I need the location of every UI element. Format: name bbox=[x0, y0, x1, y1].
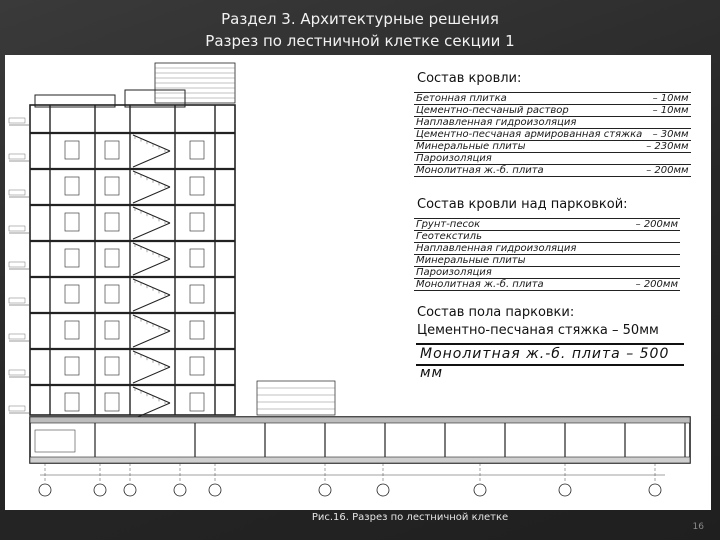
spec-row bbox=[414, 129, 691, 141]
spec-layer-name: Наплавленная гидроизоляция bbox=[414, 243, 621, 255]
spec-layer-thickness: – 10мм bbox=[644, 105, 690, 117]
window bbox=[105, 321, 119, 339]
window bbox=[190, 213, 204, 231]
spec-layer-name: Грунт-песок bbox=[414, 219, 621, 231]
stair-flight bbox=[133, 315, 170, 331]
spec-layer-name: Наплавленная гидроизоляция bbox=[414, 117, 644, 129]
stair-flight bbox=[133, 387, 170, 403]
stair-flight bbox=[133, 207, 170, 223]
window bbox=[65, 141, 79, 159]
window bbox=[190, 285, 204, 303]
spec-layer-name: Цементно-песчаная армированная стяжка bbox=[416, 129, 643, 140]
level-label-box bbox=[9, 370, 25, 375]
stair-flight bbox=[133, 223, 170, 239]
stair-flight bbox=[133, 331, 170, 347]
stair-flight bbox=[133, 187, 170, 203]
spec-row bbox=[414, 267, 680, 279]
spec-layer-thickness: – 230мм bbox=[646, 141, 689, 152]
spec-layer-thickness bbox=[644, 117, 690, 129]
window bbox=[190, 321, 204, 339]
grid-axis-bubble bbox=[94, 484, 106, 496]
parking-roof-composition-table bbox=[414, 218, 680, 291]
window bbox=[105, 249, 119, 267]
roof-composition-table bbox=[414, 92, 691, 177]
spec-row bbox=[414, 93, 691, 105]
stair-flight bbox=[133, 151, 170, 167]
window bbox=[190, 357, 204, 375]
window bbox=[190, 249, 204, 267]
stair-flight bbox=[133, 171, 170, 187]
spec-layer-thickness bbox=[621, 255, 680, 267]
parking-floor-slab bbox=[30, 457, 690, 463]
window bbox=[105, 177, 119, 195]
slide-title bbox=[0, 8, 720, 52]
parking-floor-composition-label: Состав пола парковки: bbox=[417, 305, 575, 320]
spec-layer-thickness bbox=[621, 267, 680, 279]
page-number: 16 bbox=[692, 522, 704, 532]
spec-layer-thickness bbox=[621, 231, 680, 243]
slide-title-line2: Разрез по лестничной клетке секции 1 bbox=[205, 32, 515, 50]
spec-layer-name: Монолитная ж.-б. плита bbox=[414, 165, 644, 177]
grid-axis-bubble bbox=[559, 484, 571, 496]
slide-title-line1: Раздел 3. Архитектурные решения bbox=[221, 10, 499, 28]
stair-flight bbox=[133, 295, 170, 311]
level-label-box bbox=[9, 226, 25, 231]
grid-axis-bubble bbox=[209, 484, 221, 496]
level-label-box bbox=[9, 154, 25, 159]
window bbox=[65, 249, 79, 267]
window bbox=[65, 213, 79, 231]
window bbox=[105, 285, 119, 303]
spec-layer-name: Монолитная ж.-б. плита bbox=[414, 279, 621, 291]
spec-layer-name: Геотекстиль bbox=[414, 231, 621, 243]
grid-axis-bubble bbox=[474, 484, 486, 496]
parking-roof-composition-label: Состав кровли над парковкой: bbox=[417, 197, 628, 212]
window bbox=[105, 213, 119, 231]
stair-flight bbox=[133, 351, 170, 367]
window bbox=[105, 393, 119, 411]
window bbox=[65, 321, 79, 339]
spec-row bbox=[414, 255, 680, 267]
spec-layer-thickness: – 200мм bbox=[621, 279, 680, 291]
spec-layer-name: Минеральные плиты bbox=[414, 255, 621, 267]
parking-floor-screed-line: Цементно-песчаная стяжка – 50мм bbox=[417, 323, 659, 338]
stair-flight bbox=[133, 135, 170, 151]
window bbox=[65, 285, 79, 303]
window bbox=[65, 393, 79, 411]
stair-flight bbox=[133, 243, 170, 259]
window bbox=[105, 141, 119, 159]
level-label-box bbox=[9, 298, 25, 303]
roof-composition-label: Состав кровли: bbox=[417, 71, 522, 86]
parking-outline bbox=[30, 417, 690, 463]
window bbox=[105, 357, 119, 375]
window bbox=[190, 177, 204, 195]
level-label-box bbox=[9, 118, 25, 123]
spec-row bbox=[414, 231, 680, 243]
stair-flight bbox=[133, 259, 170, 275]
grid-axis-bubble bbox=[174, 484, 186, 496]
window bbox=[190, 393, 204, 411]
level-label-box bbox=[9, 406, 25, 411]
spec-layer-name: Пароизоляция bbox=[414, 153, 644, 165]
note-box bbox=[257, 381, 335, 415]
spec-row bbox=[414, 141, 691, 153]
parking-room bbox=[35, 430, 75, 452]
spec-layer-name: Минеральные плиты bbox=[414, 141, 644, 153]
stair-flight bbox=[133, 279, 170, 295]
spec-row bbox=[414, 153, 691, 165]
grid-axis-bubble bbox=[377, 484, 389, 496]
spec-layer-thickness: – 200мм bbox=[646, 165, 689, 176]
level-label-box bbox=[9, 190, 25, 195]
level-label-box bbox=[9, 334, 25, 339]
window bbox=[65, 177, 79, 195]
figure-caption: Рис.16. Разрез по лестничной клетке bbox=[311, 512, 509, 523]
spec-row bbox=[414, 243, 680, 255]
grid-axis-bubble bbox=[319, 484, 331, 496]
level-label-box bbox=[9, 262, 25, 267]
spec-layer-thickness: – 30мм bbox=[644, 129, 690, 141]
spec-row bbox=[414, 117, 691, 129]
spec-layer-name: Пароизоляция bbox=[414, 267, 621, 279]
spec-layer-thickness: – 200мм bbox=[621, 219, 680, 231]
spec-layer-name: Бетонная плитка bbox=[414, 93, 644, 105]
spec-layer-thickness bbox=[644, 153, 690, 165]
parking-floor-slab-line: Монолитная ж.-б. плита – 500 мм bbox=[416, 343, 684, 366]
spec-row bbox=[414, 219, 680, 231]
section-drawing bbox=[5, 55, 711, 510]
spec-layer-thickness: – 10мм bbox=[644, 93, 690, 105]
stair-flight bbox=[133, 367, 170, 383]
spec-layer-thickness bbox=[621, 243, 680, 255]
spec-row bbox=[414, 105, 691, 117]
spec-layer-name: Цементно-песчаный раствор bbox=[414, 105, 644, 117]
window bbox=[65, 357, 79, 375]
parking-roof-slab bbox=[30, 417, 690, 423]
grid-axis-bubble bbox=[124, 484, 136, 496]
spec-row bbox=[414, 165, 691, 177]
spec-row bbox=[414, 279, 680, 291]
window bbox=[190, 141, 204, 159]
grid-axis-bubble bbox=[39, 484, 51, 496]
grid-axis-bubble bbox=[649, 484, 661, 496]
